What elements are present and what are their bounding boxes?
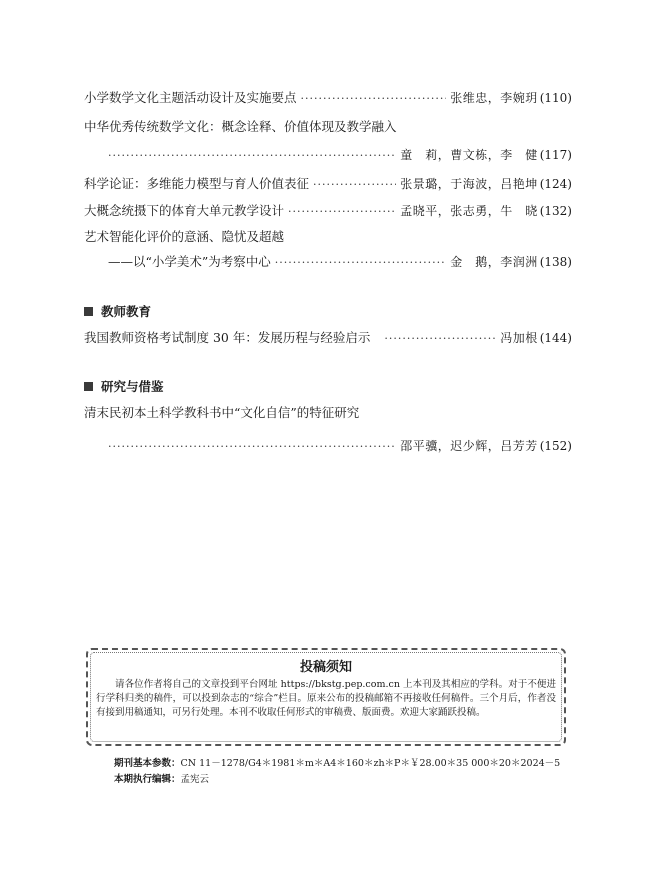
notice-body: 请各位作者将自己的文章投到平台网址 https://bkstg.pep.com.cn 上本刊及其相应的学科。对于不便进行学科归类的稿件，可以投到杂志的“综合”栏目。原来公布的投稿邮箱不再接收任何稿件。三个月后，作者没有接到用稿通知，可另行处理。本刊不收取任何形式的审稿费、版面费。欢迎大家踊跃投稿。 [96,679,556,718]
entry-authors: 张景璐，于海波，吕艳坤 [400,177,538,191]
entry-page: (132) [539,204,572,218]
section-square-icon [84,382,93,391]
params-label: 期刊基本参数： [114,758,181,769]
leader-dots [313,177,396,193]
leader-dots [108,148,396,164]
leader-dots [301,91,447,107]
entry-page: (117) [539,148,572,162]
entry-page: (144) [539,331,572,345]
leader-dots [108,439,396,455]
toc-entry[interactable] [84,203,572,220]
section-heading [84,377,164,395]
editor-label: 本期执行编辑： [114,774,181,785]
toc-entry[interactable] [84,405,572,455]
entry-title: 清末民初本土科学教科书中“文化自信”的特征研究 [84,405,360,420]
editor-name: 孟宪云 [180,774,210,785]
entry-title: 大概念统摄下的体育大单元教学设计 [84,203,285,218]
entry-authors: 金 鹅，李润洲 [450,255,538,269]
entry-authors: 冯加根 [500,331,538,345]
toc-entry[interactable] [84,90,572,107]
leader-dots [384,331,496,347]
toc-entry[interactable] [84,119,572,164]
entry-authors: 童 莉，曹文栋，李 健 [400,148,538,162]
entry-title: 我国教师资格考试制度 30 年：发展历程与经验启示 [84,330,371,345]
leader-dots [275,255,446,271]
entry-authors: 张维忠，李婉玥 [450,91,538,105]
entry-title: 艺术智能化评价的意涵、隐忧及超越 [84,229,285,244]
entry-authors: 邵平骥，迟少辉，吕芳芳 [400,439,538,453]
entry-authors: 孟晓平，张志勇，牛 晓 [400,204,538,218]
section-title: 研究与借鉴 [101,379,164,394]
toc-entry[interactable] [84,330,572,347]
entry-page: (110) [539,91,572,105]
executive-editor [114,771,209,785]
leader-dots [288,204,396,220]
notice-title: 投稿须知 [299,660,352,675]
entry-title: 中华优秀传统数学文化：概念诠释、价值体现及教学融入 [84,119,397,134]
entry-subtitle: ——以“小学美术”为考察中心 [108,254,271,269]
toc-entry[interactable] [84,229,572,271]
entry-title: 小学数学文化主题活动设计及实施要点 [84,90,297,105]
toc-entry[interactable] [84,176,572,193]
section-heading [84,302,151,320]
section-square-icon [84,307,93,316]
entry-title: 科学论证：多维能力模型与育人价值表征 [84,176,310,191]
journal-params [114,755,560,769]
params-value: CN 11－1278/G4＊1981＊m＊A4＊160＊zh＊P＊￥28.00＊35 000＊20＊2024－5 [180,758,561,769]
submission-notice [86,648,566,746]
entry-page: (138) [539,255,572,269]
entry-page: (124) [539,177,572,191]
section-title: 教师教育 [101,304,152,319]
entry-page: (152) [539,439,572,453]
